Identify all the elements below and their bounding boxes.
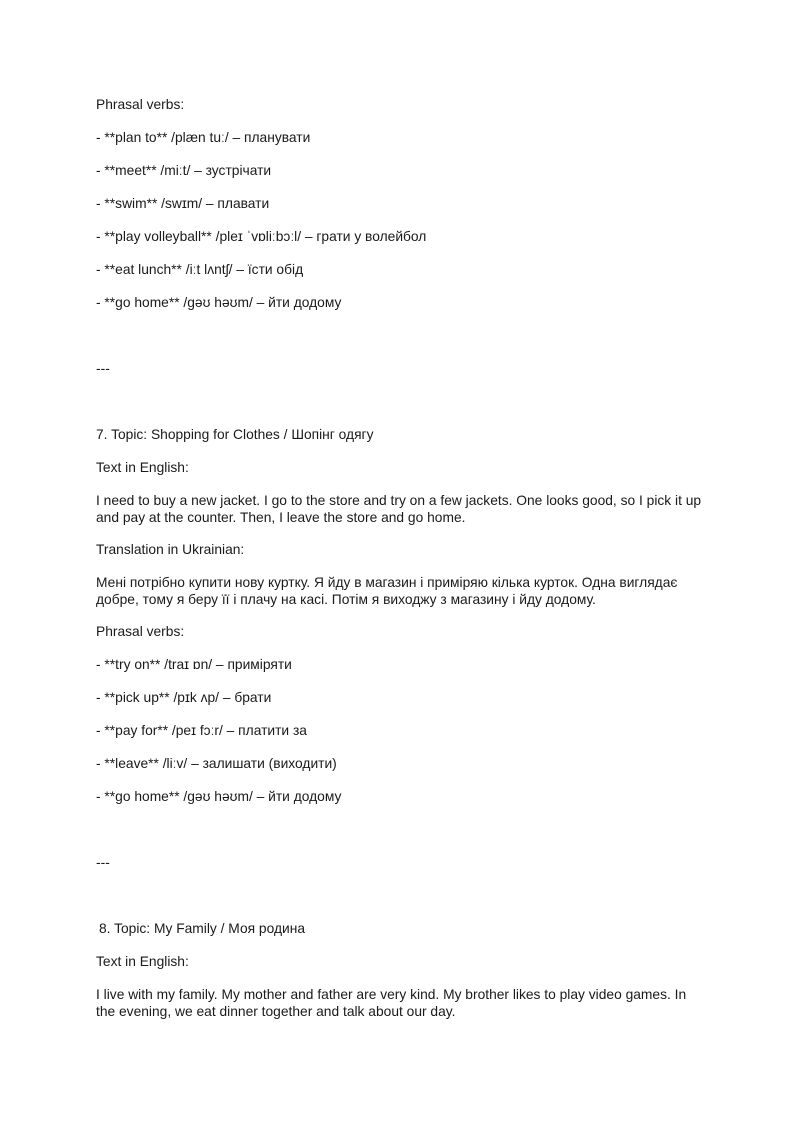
section-separator: --- <box>96 855 110 870</box>
phrasal-verb-item: - **swim** /swɪm/ – плавати <box>96 196 270 211</box>
english-text-paragraph: I need to buy a new jacket. I go to the store and try on a few jackets. One looks good, so I pick it up and pay at the counter. Then, I leave the store and go home. <box>96 493 702 525</box>
phrasal-verb-item: - **eat lunch** /iːt lʌntʃ/ – їсти обід <box>96 262 304 277</box>
english-text-heading: Text in English: <box>96 954 189 969</box>
translation-heading: Translation in Ukrainian: <box>96 542 245 557</box>
phrasal-verb-item: - **leave** /liːv/ – залишати (виходити) <box>96 756 337 771</box>
phrasal-verb-item: - **try on** /traɪ ɒn/ – приміряти <box>96 657 292 672</box>
phrasal-verbs-heading: Phrasal verbs: <box>96 97 185 112</box>
phrasal-verb-item: - **pick up** /pɪk ʌp/ – брати <box>96 690 272 705</box>
phrasal-verb-item: - **plan to** /plæn tuː/ – планувати <box>96 130 311 145</box>
translation-paragraph: Мені потрібно купити нову куртку. Я йду в магазин і приміряю кілька курток. Одна виглядає добре, тому я беру її і плачу на касі. Потім я виходжу з магазину і йду додому. <box>96 575 678 607</box>
topic-title: 7. Topic: Shopping for Clothes / Шопінг одягу <box>96 427 374 442</box>
english-text-paragraph: I live with my family. My mother and father are very kind. My brother likes to play video games. In the evening, we eat dinner together and talk about our day. <box>96 987 687 1019</box>
phrasal-verb-item: - **pay for** /peɪ fɔːr/ – платити за <box>96 723 307 738</box>
phrasal-verb-item: - **play volleyball** /pleɪ ˈvɒliːbɔːl/ – грати у волейбол <box>96 229 427 244</box>
phrasal-verb-item: - **go home** /ɡəʊ həʊm/ – йти додому <box>96 295 342 310</box>
section-separator: --- <box>96 361 110 376</box>
phrasal-verb-item: - **meet** /miːt/ – зустрічати <box>96 163 272 178</box>
english-text-heading: Text in English: <box>96 460 189 475</box>
phrasal-verbs-heading: Phrasal verbs: <box>96 624 185 639</box>
topic-title: 8. Topic: My Family / Моя родина <box>99 921 306 936</box>
phrasal-verb-item: - **go home** /ɡəʊ həʊm/ – йти додому <box>96 789 342 804</box>
